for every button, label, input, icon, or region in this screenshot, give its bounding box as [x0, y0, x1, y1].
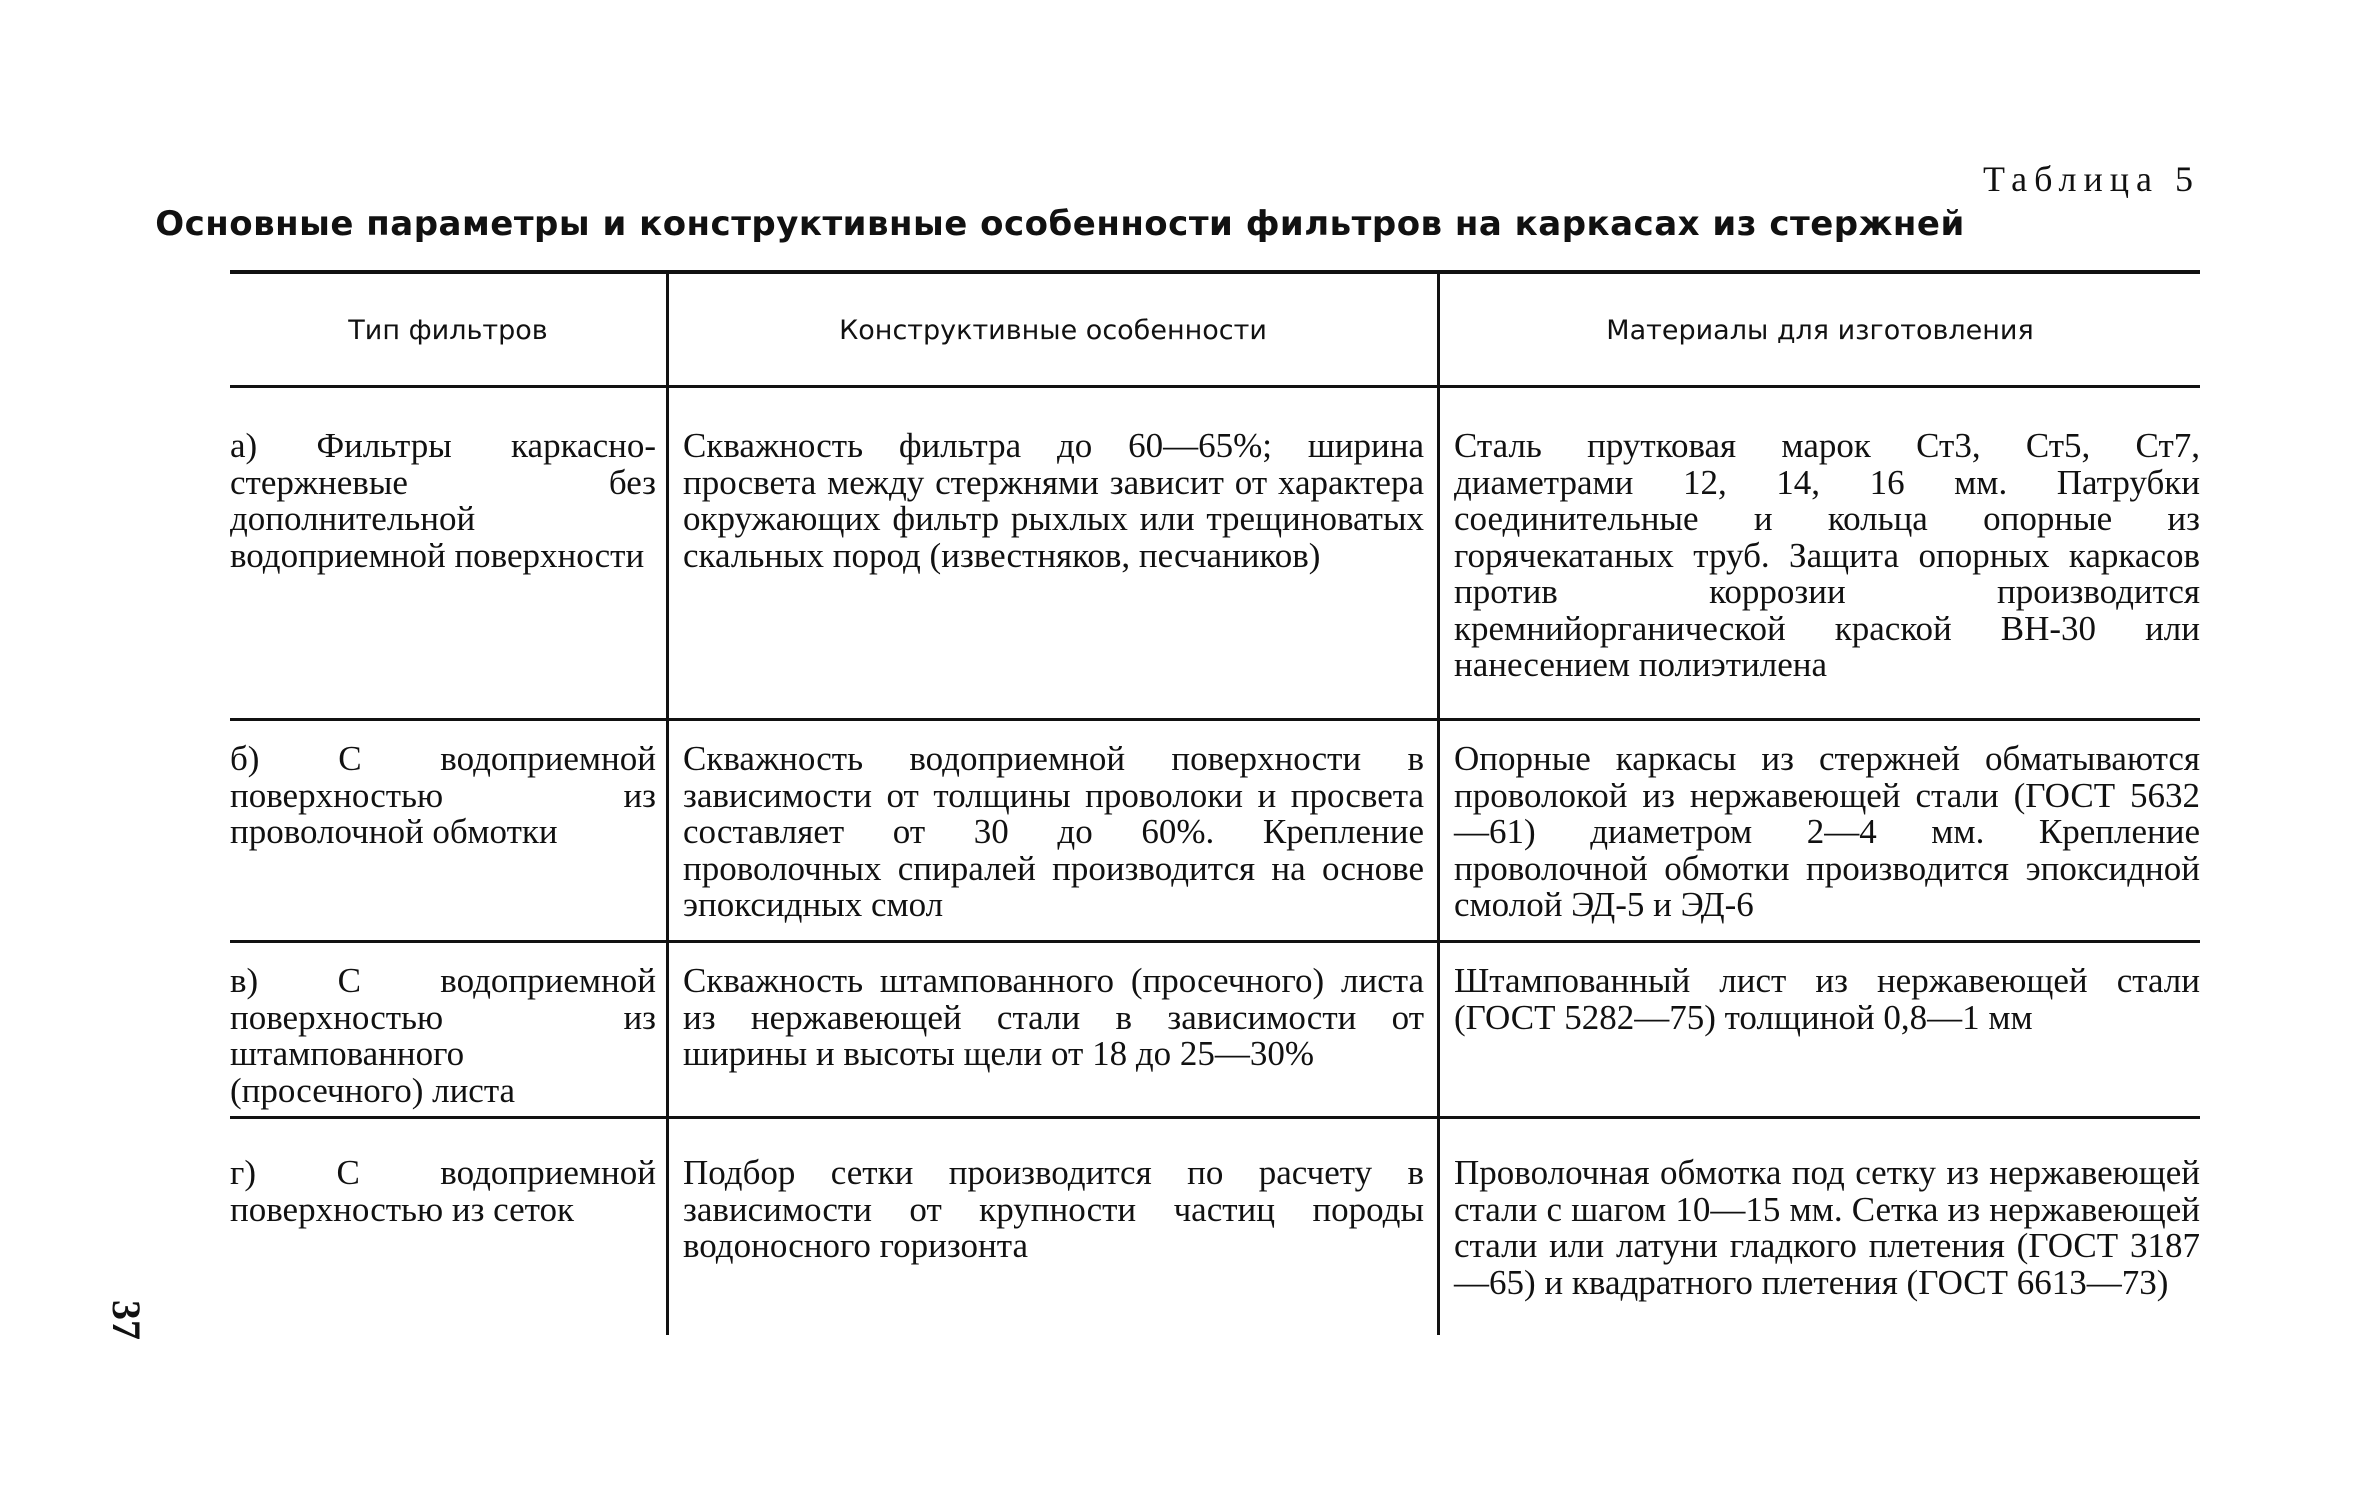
header-bottom-rule — [230, 385, 2200, 388]
row-divider — [230, 1116, 2200, 1119]
row-divider — [230, 940, 2200, 943]
row-4-type: г) С водоприемной поверхностью из сеток — [230, 1153, 656, 1229]
row-3-features: Скважность штампованного (просечного) листа из нержавеющей стали в зависимости от ширины и высоты щели от 18 до 25—30% — [683, 961, 1424, 1073]
table-top-rule — [230, 270, 2200, 274]
row-2-features: Скважность водоприемной поверхности в зависимости от толщины проволоки и просвета составляет от 30 до 60%. Крепление проволочных спиралей производится на основе эпоксидных смол — [683, 739, 1424, 924]
table-label: Таблица 5 — [1983, 159, 2200, 199]
row-1-materials: Сталь прутковая марок Ст3, Ст5, Ст7, диаметрами 12, 14, 16 мм. Патрубки соединительные и кольца опорные из горячекатаных труб. Защита опорных каркасов против коррозии производится кремнийорганической краской ВН-30 или нанесением полиэтилена — [1454, 426, 2200, 684]
row-2-type: б) С водоприемной поверхностью из проволочной обмотки — [230, 739, 656, 851]
row-3-type: в) С водоприемной поверхностью из штампованного (просечного) листа — [230, 961, 656, 1110]
row-3-materials: Штампованный лист из нержавеющей стали (ГОСТ 5282—75) толщиной 0,8—1 мм — [1454, 961, 2200, 1037]
row-1-features: Скважность фильтра до 60—65%; ширина просвета между стержнями зависит от характера окружающих фильтр рыхлых или трещиноватых скальных пород (известняков, песчаников) — [683, 426, 1424, 575]
header-type: Тип фильтров — [348, 315, 548, 346]
header-materials: Материалы для изготовления — [1606, 315, 2034, 346]
column-divider — [666, 272, 669, 1335]
row-2-materials: Опорные каркасы из стержней обматываются проволокой из нержавеющей стали (ГОСТ 5632—61) диаметром 2—4 мм. Крепление проволочной обмотки производится эпоксидной смолой ЭД-5 и ЭД-6 — [1454, 739, 2200, 924]
row-1-type: а) Фильтры каркасно-стержневые без дополнительной водоприемной поверхности — [230, 426, 656, 575]
header-features: Конструктивные особенности — [839, 315, 1267, 346]
column-divider — [1437, 272, 1440, 1335]
row-4-materials: Проволочная обмотка под сетку из нержавеющей стали с шагом 10—15 мм. Сетка из нержавеющей стали или латуни гладкого плетения (ГОСТ 3187—65) и квадратного плетения (ГОСТ 6613—73) — [1454, 1153, 2200, 1302]
table-title: Основные параметры и конструктивные особенности фильтров на каркасах из стержней — [155, 204, 1965, 244]
row-4-features: Подбор сетки производится по расчету в зависимости от крупности частиц породы водоносного горизонта — [683, 1153, 1424, 1265]
page-number: 37 — [104, 1300, 149, 1340]
row-divider — [230, 718, 2200, 721]
